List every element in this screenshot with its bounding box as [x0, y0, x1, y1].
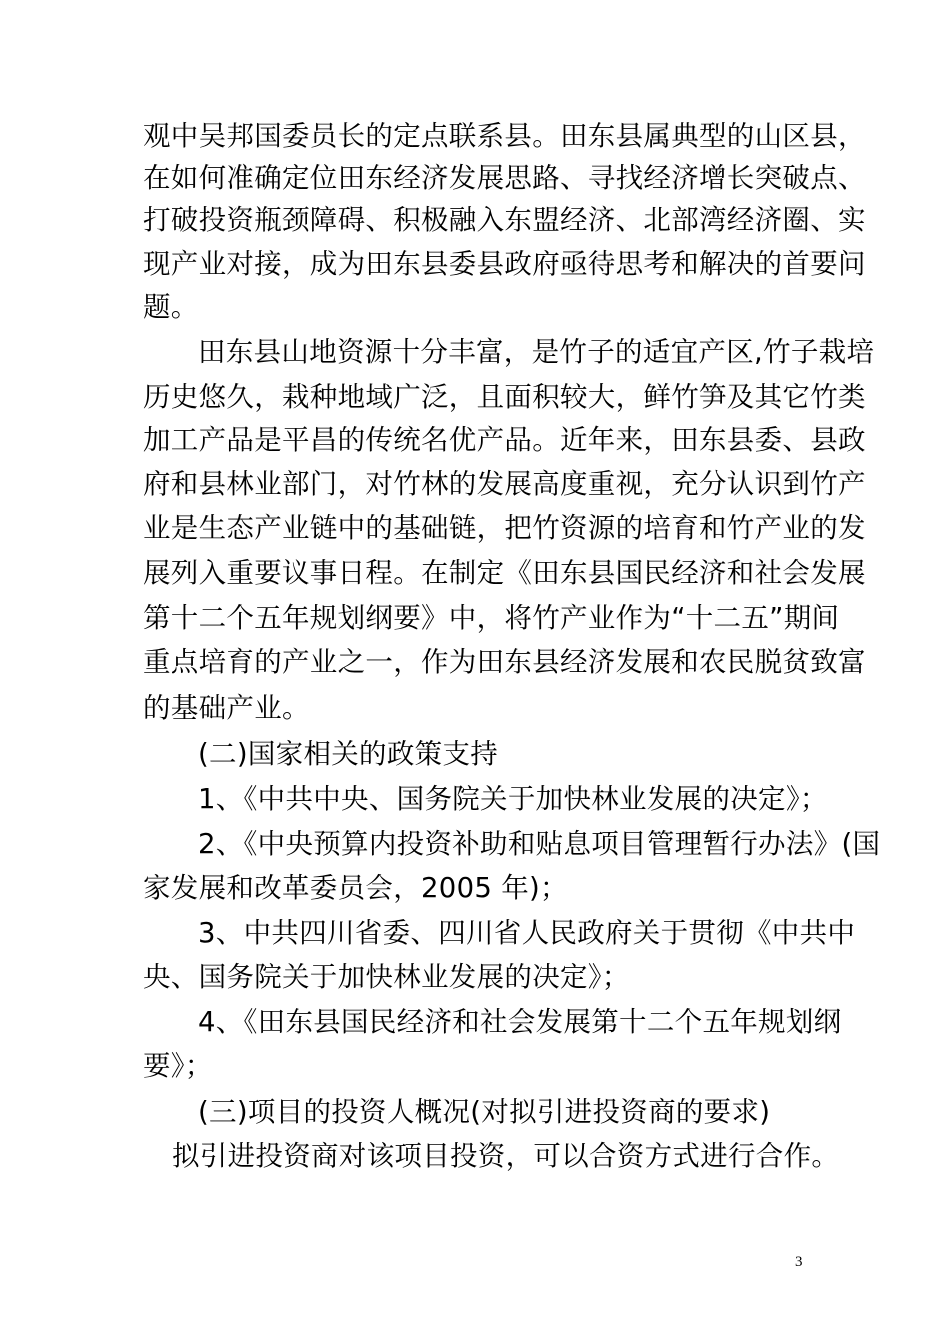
page-number: 3	[795, 1254, 803, 1270]
text-line: 观中吴邦国委员长的定点联系县。田东县属典型的山区县，	[143, 120, 866, 152]
text-line: 加工产品是平昌的传统名优产品。近年来，田东县委、县政	[143, 424, 866, 456]
list-item: 3、中共四川省委、四川省人民政府关于贯彻《中共中	[198, 917, 856, 949]
text-line: 府和县林业部门，对竹林的发展高度重视，充分认识到竹产	[143, 468, 866, 500]
list-item: 1、《中共中央、国务院关于加快林业发展的决定》；	[198, 783, 828, 815]
text-line: 央、国务院关于加快林业发展的决定》；	[143, 961, 630, 993]
text-line: 第十二个五年规划纲要》中，将竹产业作为“十二五”期间	[143, 602, 840, 634]
text-line: 展列入重要议事日程。在制定《田东县国民经济和社会发展	[143, 557, 866, 589]
text-line: 家发展和改革委员会，2005 年)；	[143, 872, 568, 904]
text-line: 重点培育的产业之一，作为田东县经济发展和农民脱贫致富	[143, 646, 866, 678]
section-heading: (三)项目的投资人概况(对拟引进投资商的要求)	[198, 1096, 771, 1128]
text-line: 现产业对接，成为田东县委县政府亟待思考和解决的首要问	[143, 248, 866, 280]
text-line: 打破投资瓶颈障碍、积极融入东盟经济、北部湾经济圈、实	[143, 204, 866, 236]
text-line: 在如何准确定位田东经济发展思路、寻找经济增长突破点、	[143, 162, 866, 194]
text-line: 的基础产业。	[143, 692, 310, 724]
text-line: 题。	[143, 291, 199, 323]
list-item: 2、《中央预算内投资补助和贴息项目管理暂行办法》(国	[198, 828, 881, 860]
text-line: 田东县山地资源十分丰富，是竹子的适宜产区,竹子栽培	[198, 336, 875, 368]
text-line: 业是生态产业链中的基础链，把竹资源的培育和竹产业的发	[143, 512, 866, 544]
text-line: 要》；	[143, 1050, 213, 1082]
text-line: 拟引进投资商对该项目投资，可以合资方式进行合作。	[172, 1140, 840, 1172]
list-item: 4、《田东县国民经济和社会发展第十二个五年规划纲	[198, 1006, 842, 1038]
section-heading: (二)国家相关的政策支持	[198, 738, 499, 770]
text-line: 历史悠久，栽种地域广泛，且面积较大，鲜竹笋及其它竹类	[143, 381, 866, 413]
